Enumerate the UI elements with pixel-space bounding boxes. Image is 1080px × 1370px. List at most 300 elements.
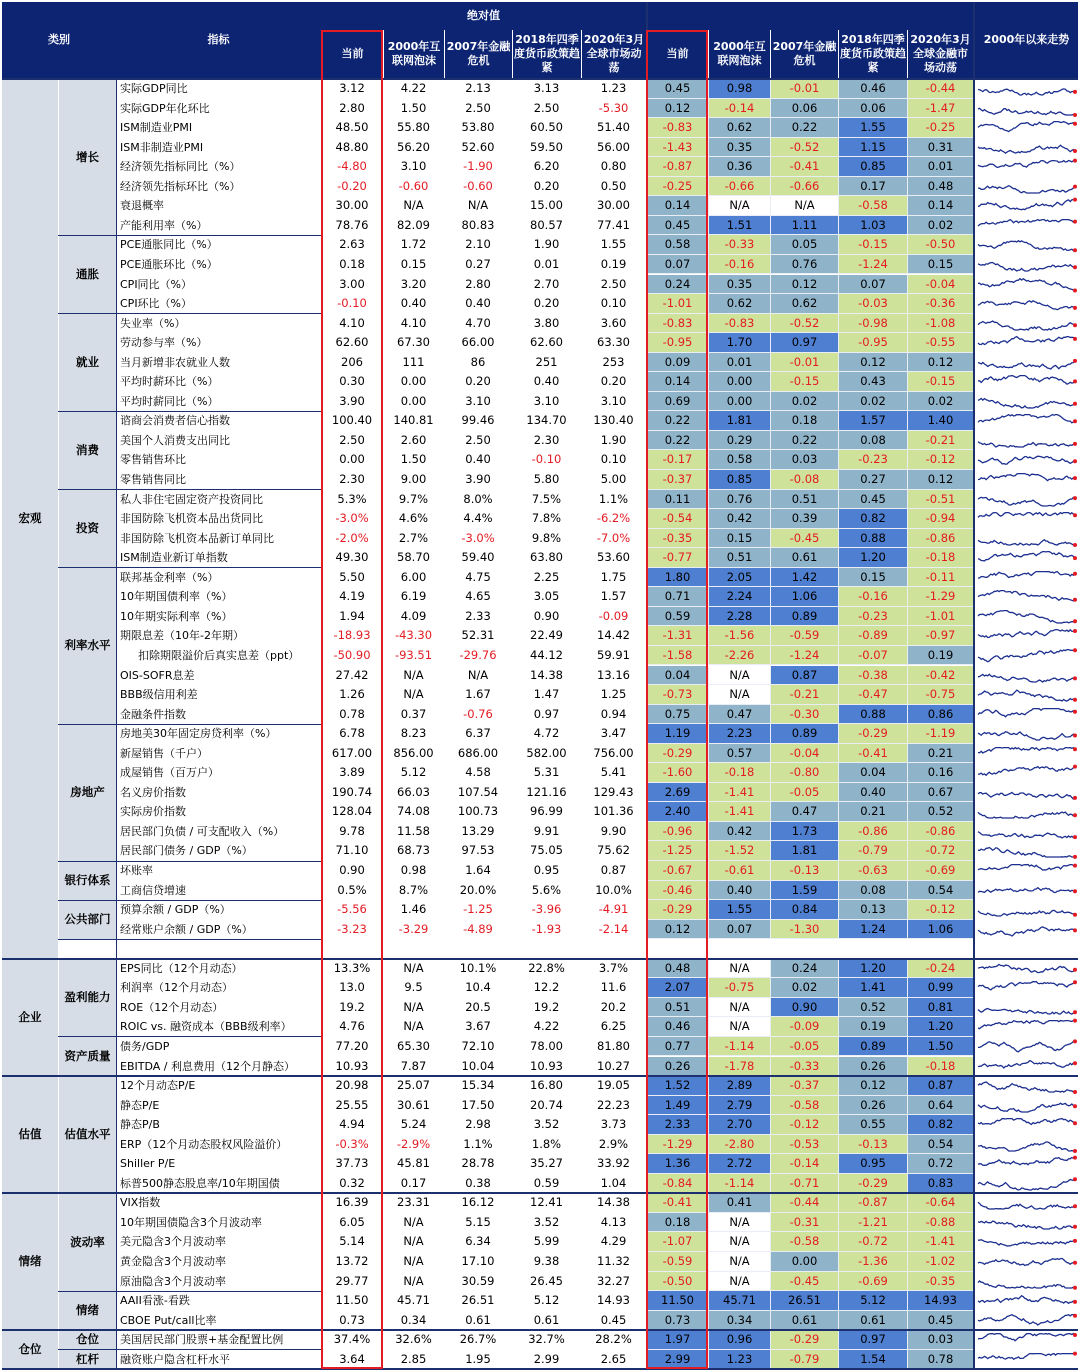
abs-value-cell: N/A — [403, 1254, 424, 1268]
zscore-cell: -0.61 — [708, 861, 770, 881]
trend-sparkline — [975, 1311, 1078, 1331]
trend-current-dot — [1073, 1061, 1077, 1065]
abs-value-cell: 10.93 — [335, 1058, 369, 1073]
zscore-cell: -0.97 — [907, 626, 973, 646]
abs-value-cell: 9.90 — [600, 823, 627, 838]
abs-value-cell: 100.40 — [331, 413, 373, 428]
zscore-cell: -0.12 — [907, 450, 973, 470]
abs-value-cell: 107.54 — [457, 784, 499, 799]
zscore-cell: -0.15 — [770, 372, 838, 392]
abs-value-cell: 0.38 — [465, 1175, 491, 1190]
zscore-cell: N/A — [708, 1232, 770, 1252]
trend-line — [978, 361, 1075, 369]
abs-value-cell: 11.32 — [597, 1254, 630, 1268]
trend-current-dot — [1073, 968, 1077, 972]
abs-value-cell: -0.60 — [398, 178, 429, 193]
trend-current-dot — [1073, 765, 1077, 769]
zscore-cell: 1.40 — [907, 411, 973, 431]
zscore-cell: 0.14 — [907, 196, 973, 216]
abs-value-cell: 33.92 — [597, 1156, 630, 1171]
trend-sparkline — [975, 177, 1078, 197]
zscore-cell: 0.84 — [770, 900, 838, 920]
abs-value-cell: -0.76 — [463, 706, 493, 721]
abs-value-cell: 3.10 — [533, 393, 560, 408]
trend-sparkline — [975, 1135, 1078, 1155]
trend-current-dot — [1073, 1351, 1077, 1355]
trend-sparkline — [975, 1330, 1078, 1350]
abs-value-cell: 48.80 — [335, 139, 369, 154]
trend-line — [978, 1314, 1075, 1324]
indicator-name: 非国防除飞机资本品出货同比 — [120, 512, 263, 526]
zscore-cell: -1.43 — [646, 138, 708, 158]
abs-value-cell: 0.18 — [339, 256, 365, 271]
zscore-cell: 0.47 — [770, 802, 838, 822]
trend-sparkline — [975, 1193, 1078, 1213]
trend-current-dot — [1073, 572, 1077, 576]
trend-line — [978, 241, 1075, 251]
trend-sparkline — [975, 998, 1078, 1018]
trend-current-dot — [1073, 676, 1077, 680]
zscore-cell: 1.50 — [907, 1037, 973, 1057]
abs-value-cell: 0.59 — [533, 1175, 560, 1190]
abs-value-cell: -3.29 — [398, 921, 429, 936]
trend-line — [978, 1334, 1075, 1341]
indicator-name: 期限息差（10年-2年期） — [120, 629, 244, 643]
zscore-cell: -0.98 — [838, 314, 907, 334]
abs-value-cell: 140.81 — [393, 413, 434, 428]
trend-line — [978, 1021, 1075, 1029]
zscore-cell: -0.03 — [838, 294, 907, 314]
zscore-cell: -0.01 — [770, 79, 838, 99]
trend-line — [978, 185, 1075, 192]
trend-sparkline — [975, 138, 1078, 158]
abs-value-cell: 29.77 — [335, 1273, 369, 1288]
trend-sparkline — [975, 1291, 1078, 1311]
indicator-name: 工商信贷增速 — [120, 883, 186, 897]
abs-value-cell: -0.10 — [531, 452, 562, 467]
zscore-cell: -0.13 — [838, 1135, 907, 1155]
trend-sparkline — [975, 1213, 1078, 1233]
abs-value-cell: 19.2 — [339, 999, 365, 1014]
category-label: 估值 — [2, 1076, 58, 1193]
abs-value-cell: 30.61 — [397, 1097, 430, 1112]
trend-current-dot — [1073, 855, 1077, 859]
zscore-cell: 0.02 — [838, 392, 907, 412]
abs-value-cell: 13.16 — [597, 667, 630, 682]
zscore-cell: -1.14 — [708, 1037, 770, 1057]
zscore-cell: 0.12 — [838, 1076, 907, 1096]
trend-current-dot — [1073, 219, 1077, 223]
trend-line — [978, 591, 1075, 601]
abs-value-cell: 0.15 — [400, 256, 427, 271]
zscore-cell: N/A — [708, 959, 770, 979]
abs-value-cell: 14.93 — [597, 1293, 630, 1308]
zscore-cell: -0.41 — [770, 157, 838, 177]
abs-value-cell: -93.51 — [394, 647, 433, 662]
trend-line — [978, 1203, 1075, 1210]
abs-value-cell: 15.00 — [530, 198, 563, 213]
zscore-cell: 45.71 — [708, 1291, 770, 1311]
trend-line — [978, 982, 1075, 990]
subcategory-label: 消费 — [58, 411, 116, 489]
trend-sparkline — [975, 1232, 1078, 1252]
abs-value-cell: 134.70 — [526, 413, 567, 428]
zscore-cell: 0.24 — [770, 959, 838, 979]
zscore-cell: 2.40 — [646, 802, 708, 822]
abs-value-cell: 0.90 — [339, 863, 365, 877]
zscore-cell: -0.87 — [646, 157, 708, 177]
zscore-cell: 0.26 — [646, 1057, 708, 1077]
indicator-name: 联邦基金利率（%） — [120, 570, 219, 584]
abs-value-cell: 7.8% — [531, 511, 562, 526]
header-indicator: 指标 — [116, 2, 321, 78]
zscore-cell: 0.31 — [907, 138, 973, 158]
subcategory-label: 盈利能力 — [58, 959, 116, 1037]
abs-value-cell: 0.00 — [400, 393, 427, 408]
trend-sparkline — [975, 450, 1078, 470]
trend-sparkline — [975, 1115, 1078, 1135]
zscore-cell: -0.17 — [646, 450, 708, 470]
abs-value-cell: 0.10 — [600, 296, 627, 311]
header-z-col: 2018年四季度货币政策趋紧 — [838, 30, 907, 78]
trend-sparkline — [975, 490, 1078, 510]
abs-value-cell: 1.50 — [400, 452, 427, 467]
trend-line — [978, 108, 1075, 115]
zscore-cell: 0.57 — [708, 744, 770, 764]
abs-value-cell: 1.64 — [465, 863, 491, 877]
zscore-cell: 0.04 — [838, 763, 907, 783]
abs-value-cell: 65.30 — [397, 1038, 430, 1053]
zscore-cell: 0.06 — [838, 99, 907, 119]
abs-value-cell: -0.3% — [335, 1136, 369, 1151]
abs-value-cell: 0.27 — [465, 256, 491, 271]
trend-line — [978, 457, 1075, 465]
zscore-cell: 1.11 — [770, 216, 838, 236]
subcategory-label: 房地产 — [58, 724, 116, 861]
trend-current-dot — [1073, 1010, 1077, 1014]
zscore-cell: 0.42 — [708, 509, 770, 529]
zscore-cell: N/A — [708, 1252, 770, 1272]
abs-value-cell: -3.96 — [531, 902, 562, 917]
abs-value-cell: 72.10 — [461, 1038, 495, 1053]
abs-value-cell: 22.23 — [597, 1097, 630, 1112]
abs-value-cell: 30.00 — [335, 198, 369, 213]
zscore-cell: 1.03 — [838, 216, 907, 236]
abs-value-cell: 0.37 — [400, 706, 427, 721]
abs-value-cell: 2.80 — [465, 276, 491, 291]
trend-sparkline — [975, 1057, 1078, 1077]
abs-value-cell: N/A — [403, 1214, 424, 1229]
zscore-cell: 0.05 — [770, 235, 838, 255]
trend-current-dot — [1073, 864, 1077, 868]
abs-value-cell: 3.13 — [533, 81, 560, 95]
zscore-cell: 0.26 — [838, 1057, 907, 1077]
zscore-cell: 2.07 — [646, 978, 708, 998]
abs-value-cell: 4.10 — [339, 315, 365, 330]
trend-sparkline — [975, 822, 1078, 842]
zscore-cell: -0.37 — [646, 470, 708, 490]
zscore-cell: 2.70 — [708, 1115, 770, 1135]
zscore-cell: -0.84 — [646, 1174, 708, 1194]
abs-value-cell: N/A — [403, 1019, 424, 1034]
zscore-cell: -1.30 — [770, 920, 838, 940]
trend-current-dot — [1073, 913, 1077, 917]
indicator-name: EPS同比（12个月动态） — [120, 961, 243, 975]
zscore-cell: 0.85 — [708, 470, 770, 490]
zscore-cell: 0.15 — [838, 568, 907, 588]
trend-sparkline — [975, 509, 1078, 529]
zscore-cell: 0.12 — [838, 353, 907, 373]
zscore-cell: 0.39 — [770, 509, 838, 529]
abs-value-cell: 26.45 — [530, 1273, 563, 1288]
indicator-name: ROIC vs. 融资成本（BBB级利率） — [120, 1020, 292, 1034]
abs-value-cell: 3.7% — [598, 960, 629, 975]
trend-line — [978, 1082, 1075, 1092]
zscore-cell: 0.35 — [708, 138, 770, 158]
abs-value-cell: -4.91 — [598, 902, 629, 917]
trend-sparkline — [975, 118, 1078, 138]
abs-value-cell: 0.34 — [400, 1312, 427, 1327]
zscore-cell: 0.00 — [770, 1252, 838, 1272]
abs-value-cell: 1.25 — [600, 687, 627, 702]
zscore-cell: N/A — [708, 196, 770, 216]
abs-value-cell: 3.89 — [339, 765, 365, 780]
subcategory-label: 通胀 — [58, 235, 116, 313]
abs-value-cell: 2.63 — [339, 237, 365, 252]
zscore-cell: 0.00 — [708, 392, 770, 412]
zscore-cell: -0.38 — [838, 666, 907, 686]
zscore-cell: 1.81 — [708, 411, 770, 431]
abs-value-cell: 0.17 — [400, 1175, 427, 1190]
abs-value-cell: 5.00 — [600, 472, 627, 486]
abs-value-cell: 6.05 — [339, 1214, 365, 1229]
indicator-name: 债务/GDP — [120, 1039, 170, 1053]
header-z-col: 2007年金融危机 — [770, 30, 838, 78]
zscore-cell: 0.26 — [838, 1096, 907, 1116]
indicator-name: 谘商会消费者信心指数 — [120, 414, 230, 428]
indicator-name: 失业率（%） — [120, 316, 186, 330]
trend-sparkline — [975, 666, 1078, 686]
trend-line — [978, 1353, 1075, 1359]
zscore-cell: 0.40 — [708, 881, 770, 901]
zscore-cell: N/A — [708, 1213, 770, 1233]
indicator-name: 美国个人消费支出同比 — [120, 433, 230, 447]
trend-sparkline — [975, 568, 1078, 588]
indicator-name: 新屋销售（千户） — [120, 746, 208, 760]
trend-sparkline — [975, 431, 1078, 451]
trend-current-dot — [1073, 1177, 1077, 1181]
zscore-cell: -0.07 — [838, 646, 907, 666]
zscore-cell: -0.15 — [907, 372, 973, 392]
abs-value-cell: 10.1% — [459, 960, 497, 975]
trend-sparkline — [975, 802, 1078, 822]
abs-value-cell: 53.60 — [597, 550, 630, 565]
abs-value-cell: 5.15 — [465, 1214, 491, 1229]
zscore-cell: 1.20 — [907, 1017, 973, 1037]
indicator-name: 产能利用率（%） — [120, 218, 208, 232]
trend-current-dot — [1073, 1285, 1077, 1289]
subcategory-label: 波动率 — [58, 1193, 116, 1291]
zscore-cell: 0.22 — [646, 431, 708, 451]
trend-current-dot — [1073, 1261, 1077, 1265]
indicator-name: 金融条件指数 — [120, 707, 186, 721]
abs-value-cell: N/A — [403, 198, 424, 213]
abs-value-cell: 1.1% — [463, 1136, 493, 1151]
trend-sparkline — [975, 607, 1078, 627]
zscore-cell: -0.23 — [838, 450, 907, 470]
zscore-cell: -0.88 — [907, 1213, 973, 1233]
abs-value-cell: -4.80 — [337, 159, 367, 174]
abs-value-cell: 0.20 — [465, 374, 491, 389]
abs-value-cell: 37.4% — [333, 1332, 371, 1347]
indicator-name: 预算余额 / GDP（%） — [120, 903, 231, 917]
zscore-cell: 0.09 — [646, 353, 708, 373]
trend-current-dot — [1073, 1019, 1077, 1023]
abs-value-cell: 4.13 — [600, 1214, 627, 1229]
trend-sparkline — [975, 235, 1078, 255]
zscore-cell: 0.95 — [838, 1154, 907, 1174]
abs-value-cell: 66.03 — [397, 784, 430, 799]
zscore-cell: -0.69 — [907, 861, 973, 881]
zscore-cell: 0.82 — [838, 509, 907, 529]
zscore-cell: -0.15 — [838, 235, 907, 255]
zscore-cell: -0.80 — [770, 763, 838, 783]
abs-value-cell: N/A — [403, 960, 424, 975]
zscore-cell: 11.50 — [646, 1291, 708, 1311]
zscore-cell: -0.89 — [838, 626, 907, 646]
zscore-cell: 0.06 — [770, 99, 838, 119]
header-absolute-value: 绝对值 — [321, 2, 646, 30]
indicator-name: 居民部门负债 / 可支配收入（%） — [120, 824, 285, 838]
zscore-cell: -1.60 — [646, 763, 708, 783]
indicator-name: 经济领先指标环比（%） — [120, 179, 241, 193]
abs-value-cell: 129.43 — [593, 784, 634, 799]
abs-value-cell: 1.72 — [400, 237, 427, 252]
indicator-name: 10年期实际利率（%） — [120, 609, 233, 623]
trend-sparkline — [975, 920, 1078, 940]
zscore-cell: -1.52 — [708, 841, 770, 861]
trend-sparkline — [975, 353, 1078, 373]
zscore-cell: 1.55 — [838, 118, 907, 138]
indicator-name: 平均时薪同比（%） — [120, 394, 219, 408]
zscore-cell: -0.94 — [907, 509, 973, 529]
trend-sparkline — [975, 763, 1078, 783]
abs-value-cell: 5.12 — [400, 765, 427, 780]
abs-value-cell: 63.30 — [597, 335, 630, 350]
trend-current-dot — [1073, 496, 1077, 500]
trend-current-dot — [1073, 288, 1077, 292]
zscore-cell: -0.86 — [838, 822, 907, 842]
zscore-cell: 0.08 — [838, 881, 907, 901]
indicator-name: 经济领先指标同比（%） — [120, 160, 241, 174]
abs-value-cell: 0.40 — [400, 296, 427, 311]
zscore-cell: 0.34 — [708, 1311, 770, 1331]
trend-line — [978, 910, 1075, 916]
trend-sparkline — [975, 900, 1078, 920]
abs-value-cell: -29.76 — [459, 647, 497, 662]
trend-line — [978, 301, 1075, 310]
abs-value-cell: 67.30 — [397, 335, 430, 350]
abs-value-cell: 4.6% — [398, 511, 429, 526]
trend-current-dot — [1073, 323, 1077, 327]
abs-value-cell: 15.34 — [461, 1078, 495, 1093]
abs-value-cell: 27.42 — [335, 667, 369, 682]
trend-sparkline — [975, 372, 1078, 392]
abs-value-cell: 0.40 — [465, 452, 491, 467]
zscore-cell: -0.16 — [838, 587, 907, 607]
zscore-cell: 0.42 — [708, 822, 770, 842]
trend-line — [978, 1221, 1075, 1229]
abs-value-cell: 74.08 — [397, 804, 430, 819]
abs-value-cell: 3.60 — [600, 315, 627, 330]
zscore-cell: -0.11 — [907, 568, 973, 588]
abs-value-cell: 96.99 — [530, 804, 563, 819]
zscore-cell: -0.59 — [646, 1252, 708, 1272]
abs-value-cell: 9.78 — [339, 823, 365, 838]
abs-value-cell: 5.24 — [400, 1117, 427, 1132]
zscore-cell: -0.29 — [838, 1174, 907, 1194]
trend-line — [978, 1179, 1075, 1190]
trend-line — [978, 887, 1075, 892]
abs-value-cell: 22.49 — [530, 628, 563, 643]
zscore-cell: 0.59 — [646, 607, 708, 627]
zscore-cell: -0.18 — [907, 1057, 973, 1077]
zscore-cell: 0.12 — [646, 920, 708, 940]
abs-value-cell: 1.90 — [533, 237, 560, 252]
abs-value-cell: 4.10 — [400, 315, 427, 330]
zscore-cell: -1.58 — [646, 646, 708, 666]
zscore-cell: 0.36 — [708, 157, 770, 177]
zscore-cell: 1.20 — [838, 548, 907, 568]
indicator-name: 经常账户余额 / GDP（%） — [120, 922, 253, 936]
indicator-name: ISM制造业新订单指数 — [120, 551, 228, 565]
trend-current-dot — [1073, 159, 1077, 163]
zscore-cell: 0.45 — [646, 216, 708, 236]
zscore-cell: 0.18 — [770, 411, 838, 431]
indicator-name: 零售销售同比 — [120, 473, 186, 486]
abs-value-cell: -0.60 — [463, 178, 493, 193]
zscore-cell: 14.93 — [907, 1291, 973, 1311]
abs-value-cell: 2.50 — [339, 432, 365, 447]
abs-value-cell: 0.98 — [400, 863, 427, 877]
abs-value-cell: 2.50 — [600, 276, 627, 291]
abs-value-cell: 0.32 — [339, 1175, 365, 1190]
trend-current-dot — [1073, 980, 1077, 984]
zscore-cell: -0.52 — [770, 314, 838, 334]
trend-sparkline — [975, 1017, 1078, 1037]
abs-value-cell: 6.25 — [600, 1019, 627, 1034]
abs-value-cell: 4.94 — [339, 1117, 365, 1132]
abs-value-cell: 45.81 — [397, 1156, 430, 1171]
abs-value-cell: 59.40 — [461, 550, 495, 565]
abs-value-cell: 0.19 — [600, 256, 627, 271]
zscore-cell: 0.75 — [646, 705, 708, 725]
trend-current-dot — [1073, 420, 1077, 424]
abs-value-cell: 5.80 — [533, 472, 560, 486]
zscore-cell: -0.73 — [646, 685, 708, 705]
abs-value-cell: 5.50 — [339, 569, 365, 584]
abs-value-cell: 3.80 — [533, 315, 560, 330]
zscore-cell: -0.71 — [770, 1174, 838, 1194]
abs-value-cell: 30.00 — [597, 198, 630, 213]
zscore-cell: 0.54 — [907, 881, 973, 901]
zscore-cell: -2.26 — [708, 646, 770, 666]
abs-value-cell: 49.30 — [335, 550, 369, 565]
zscore-cell: 0.15 — [907, 255, 973, 275]
zscore-cell: 0.41 — [708, 1193, 770, 1213]
zscore-cell: 0.02 — [770, 392, 838, 412]
abs-value-cell: 17.50 — [461, 1097, 495, 1112]
